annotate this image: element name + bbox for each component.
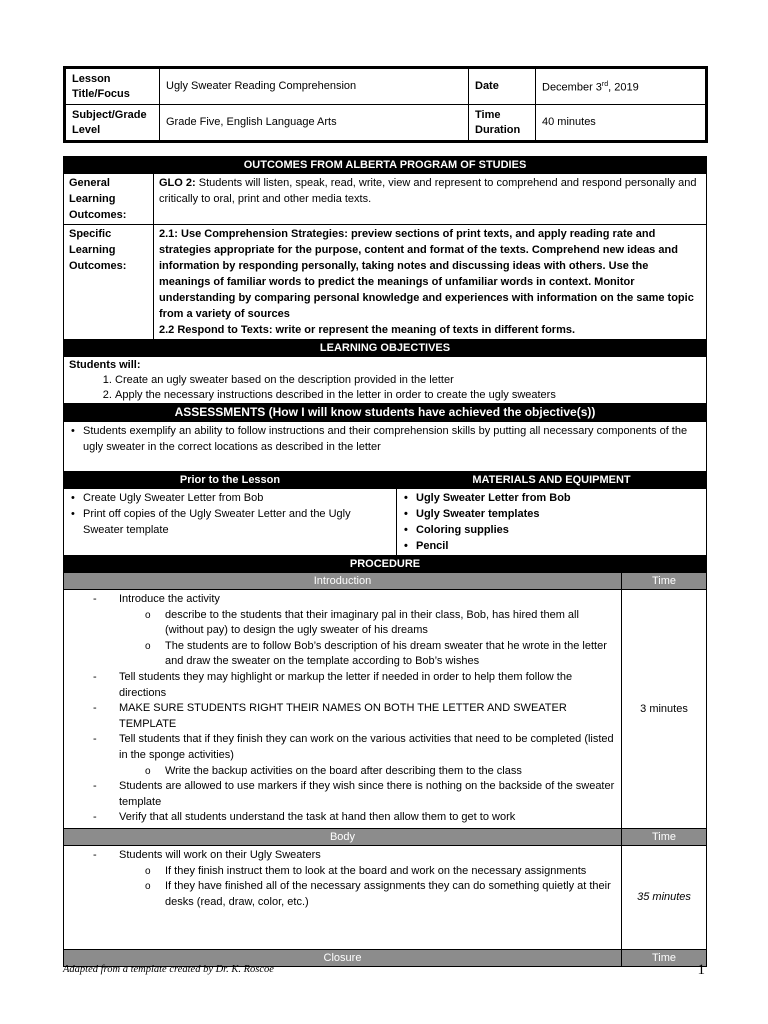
circle-bullet: o	[145, 640, 151, 652]
general-outcomes-text	[154, 174, 707, 225]
dash-marker: -	[93, 702, 97, 715]
list-item	[69, 810, 616, 826]
subject-grade-value: Grade Five, English Language Arts	[160, 105, 469, 142]
body-list	[69, 848, 616, 910]
list-item: • Ugly Sweater templates	[416, 506, 701, 522]
time-duration-label: Time Duration	[469, 105, 536, 142]
assessments-section	[64, 422, 707, 472]
objectives-list	[69, 373, 701, 403]
materials-section	[397, 489, 707, 556]
specific-outcome-2-1: 2.1: Use Comprehension Strategies: preview sections of print texts, and apply reading rate and strategies appropriate for the purpose, content and format of the texts. Comprehend new ideas and information by responding personally, taking notes and discussing ideas with others. Use the meanings of familiar words to predict the meanings of unfamiliar words in context. Monitor understanding by comparing personal knowledge and experiences with information on the same topic from a variety of sources	[159, 228, 694, 320]
date-day: December 3	[542, 81, 602, 94]
date-label: Date	[469, 68, 536, 105]
list-item	[119, 864, 616, 880]
body-heading: Body	[64, 828, 622, 845]
circle-bullet: o	[145, 609, 151, 621]
step-text: Tell students they may highlight or markup the letter if needed in order to help them follow the directions	[119, 670, 573, 699]
sub-step-text: If they finish instruct them to look at the board and work on the necessary assignments	[165, 864, 587, 877]
closure-heading: Closure	[64, 949, 622, 966]
specific-outcomes-text	[154, 225, 707, 340]
list-item	[69, 701, 616, 732]
list-item: • Ugly Sweater Letter from Bob	[416, 490, 701, 506]
sub-list	[119, 764, 616, 780]
body-time-heading: Time	[622, 828, 707, 845]
lesson-title-label: Lesson Title/Focus	[65, 68, 160, 105]
materials-heading: MATERIALS AND EQUIPMENT	[397, 472, 707, 489]
dash-marker: -	[93, 811, 97, 824]
sub-step-text: The students are to follow Bob’s description of his dream sweater that he wrote in the letter and draw the sweater on the template according to Bob’s wishes	[165, 639, 607, 668]
list-item	[69, 848, 616, 910]
list-item: • Create Ugly Sweater Letter from Bob	[83, 490, 391, 506]
step-text: Tell students that if they finish they can work on the various activities that need to be completed (listed in the sponge activities)	[119, 733, 614, 761]
prior-to-lesson-section	[64, 489, 397, 556]
list-item	[69, 592, 616, 670]
circle-bullet: o	[145, 881, 151, 893]
step-text: Students will work on their Ugly Sweaters	[119, 848, 321, 861]
lesson-header-table	[63, 66, 708, 143]
body-time: 35 minutes	[622, 845, 707, 949]
sub-step-text: Write the backup activities on the board after describing them to the class	[165, 764, 522, 777]
introduction-list	[69, 592, 616, 826]
introduction-section	[64, 590, 622, 829]
list-item	[69, 732, 616, 779]
circle-bullet: o	[145, 765, 151, 777]
list-item: • Pencil	[416, 538, 701, 554]
dash-marker: -	[93, 780, 97, 793]
assessments-heading: ASSESSMENTS (How I will know students have achieved the objective(s))	[64, 404, 707, 422]
step-text: MAKE SURE STUDENTS RIGHT THEIR NAMES ON BOTH THE LETTER AND SWEATER TEMPLATE	[119, 702, 567, 730]
procedure-heading: PROCEDURE	[64, 556, 707, 573]
header-row-subject	[65, 105, 707, 142]
circle-bullet: o	[145, 865, 151, 877]
dash-marker: -	[93, 848, 97, 861]
sub-list	[119, 608, 616, 670]
assessments-list	[69, 423, 701, 455]
objectives-intro: Students will:	[69, 359, 141, 371]
dash-marker: -	[93, 593, 97, 605]
introduction-time: 3 minutes	[622, 590, 707, 829]
date-year: , 2019	[608, 81, 639, 94]
subject-grade-label: Subject/Grade Level	[65, 105, 160, 142]
lesson-plan-table	[63, 156, 707, 967]
time-duration-value: 40 minutes	[536, 105, 707, 142]
dash-marker: -	[93, 733, 97, 746]
general-outcomes-label: General Learning Outcomes:	[64, 174, 154, 225]
glo-code: GLO 2:	[159, 177, 196, 189]
step-text: Introduce the activity	[119, 593, 220, 605]
closure-time-heading: Time	[622, 949, 707, 966]
list-item: • Coloring supplies	[416, 522, 701, 538]
list-item: • Print off copies of the Ugly Sweater Letter and the Ugly Sweater template	[83, 506, 391, 538]
list-item: • Students exemplify an ability to follow instructions and their comprehension skills by putting all necessary components of the ugly sweater in the correct locations as described in the letter	[83, 423, 701, 455]
body-section	[64, 845, 622, 949]
date-value	[536, 68, 707, 105]
list-item	[69, 779, 616, 810]
header-row-lesson	[65, 68, 707, 105]
page-number: 1	[697, 962, 705, 978]
lesson-title-value: Ugly Sweater Reading Comprehension	[160, 68, 469, 105]
list-item	[119, 639, 616, 670]
glo-description: Students will listen, speak, read, write, view and represent to comprehend and respond personally and critically to oral, print and other media texts.	[159, 177, 697, 205]
footer-credit: Adapted from a template created by Dr. K. Roscoe	[63, 964, 274, 975]
list-item: 1. Create an ugly sweater based on the description provided in the letter	[115, 373, 701, 388]
sub-step-text: describe to the students that their imaginary pal in their class, Bob, has hired them all (without pay) to design the ugly sweater of his dreams	[165, 608, 579, 637]
specific-outcomes-label: Specific Learning Outcomes:	[64, 225, 154, 340]
outcomes-heading: OUTCOMES FROM ALBERTA PROGRAM OF STUDIES	[64, 157, 707, 174]
list-item: 2. Apply the necessary instructions described in the letter in order to create the ugly sweaters	[115, 388, 701, 403]
list-item	[119, 879, 616, 910]
specific-outcome-2-2: 2.2 Respond to Texts: write or represent the meaning of texts in different forms.	[159, 324, 576, 336]
introduction-time-heading: Time	[622, 573, 707, 590]
prior-to-lesson-heading: Prior to the Lesson	[64, 472, 397, 489]
materials-list	[402, 490, 701, 554]
step-text: Students are allowed to use markers if they wish since there is nothing on the backside of the sweater template	[119, 780, 615, 808]
learning-objectives-heading: LEARNING OBJECTIVES	[64, 340, 707, 357]
introduction-heading: Introduction	[64, 573, 622, 590]
list-item	[69, 670, 616, 701]
step-text: Verify that all students understand the task at hand then allow them to get to work	[119, 811, 516, 824]
list-item	[119, 608, 616, 639]
learning-objectives-section	[64, 357, 707, 404]
sub-step-text: If they have finished all of the necessary assignments they can do something quietly at their desks (read, draw, color, etc.)	[165, 880, 611, 908]
sub-list	[119, 864, 616, 911]
dash-marker: -	[93, 670, 97, 683]
prior-list	[69, 490, 391, 538]
list-item	[119, 764, 616, 780]
date-ordinal: rd	[601, 81, 609, 89]
